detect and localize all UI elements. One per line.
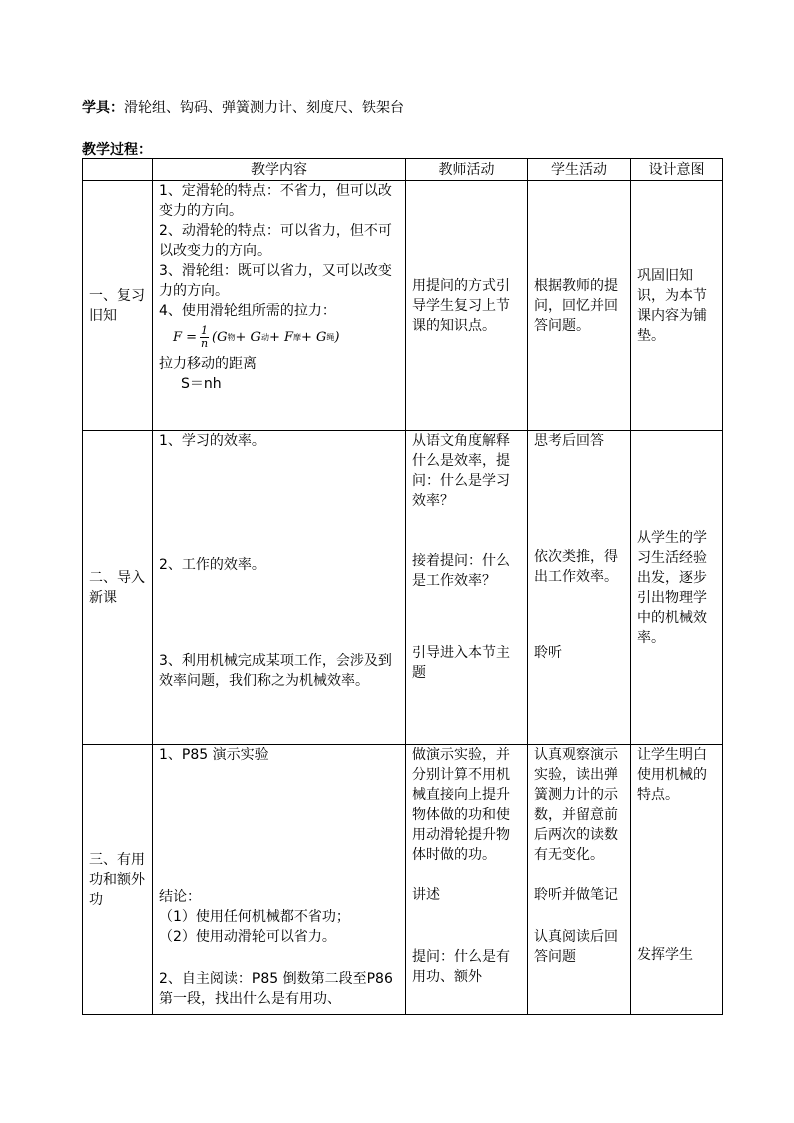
teacher-cell (406, 745, 528, 1015)
student-cell: 根据教师的提问，回忆并回答问题。 (528, 181, 631, 431)
content-line: 1、学习的效率。 (159, 433, 266, 449)
header-content: 教学内容 (153, 159, 406, 181)
process-label: 教学过程： (82, 142, 152, 158)
stage-cell: 三、有用功和额外功 (83, 745, 153, 1015)
student-cell (528, 745, 631, 1015)
student-line: 认真观察演示实验，读出弹簧测力计的示数，并留意前后两次的读数有无变化。 (534, 747, 618, 863)
content-line: 2、动滑轮的特点：可以省力，但不可以改变力的方向。 (159, 223, 392, 259)
process-heading (82, 140, 152, 160)
student-line: 聆听 (534, 645, 562, 661)
table-row-review (83, 181, 723, 431)
content-cell (153, 431, 406, 745)
teacher-line: 做演示实验，并分别计算不用机械直接向上提升物体做的功和使用动滑轮提升物体时做的功。 (412, 747, 510, 863)
table-header-row (83, 159, 723, 181)
intent-cell (631, 745, 723, 1015)
content-line: 1、定滑轮的特点：不省力，但可以改变力的方向。 (159, 183, 392, 219)
teacher-cell (406, 431, 528, 745)
content-line: （1）使用任何机械都不省功； (159, 909, 350, 925)
header-stage (83, 159, 153, 181)
teacher-cell: 用提问的方式引导学生复习上节课的知识点。 (406, 181, 528, 431)
content-line: 结论： (159, 889, 201, 905)
student-cell (528, 431, 631, 745)
stage-cell: 二、导入新课 (83, 431, 153, 745)
content-cell (153, 181, 406, 431)
fraction: $\frac{1}{n}$ (201, 324, 209, 350)
content-line: 2、工作的效率。 (159, 557, 266, 573)
pulley-force-formula: F = $\frac{1}{n}$ (G 物 + G 动 + F 摩 + G 绳 ) (173, 324, 340, 350)
header-intent: 设计意图 (631, 159, 723, 181)
tools-label: 学具： (82, 100, 124, 116)
table-row-intro (83, 431, 723, 745)
teacher-line: 引导进入本节主题 (412, 645, 510, 681)
lesson-table (82, 158, 723, 1015)
teacher-line: 讲述 (412, 887, 440, 903)
student-line: 聆听并做笔记 (534, 887, 618, 903)
content-line: 3、利用机械完成某项工作，会涉及到效率问题，我们称之为机械效率。 (159, 653, 392, 689)
content-line: 3、滑轮组：既可以省力，又可以改变力的方向。 (159, 263, 392, 299)
teacher-line: 提问：什么是有用功、额外 (412, 949, 510, 985)
teacher-line: 从语文角度解释什么是效率，提问：什么是学习效率？ (412, 433, 510, 509)
content-line: 4、使用滑轮组所需的拉力： (159, 303, 336, 319)
header-student: 学生活动 (528, 159, 631, 181)
teacher-line: 接着提问：什么是工作效率？ (412, 553, 510, 589)
tools-line (82, 98, 404, 118)
intent-cell: 巩固旧知识，为本节课内容为铺垫。 (631, 181, 723, 431)
student-line: 思考后回答 (534, 433, 604, 449)
content-line: 2、自主阅读：P85 倒数第二段至P86 第一段，找出什么是有用功、 (159, 971, 393, 1007)
tools-text: 滑轮组、钩码、弹簧测力计、刻度尺、铁架台 (124, 100, 404, 116)
content-line: 1、P85 演示实验 (159, 747, 269, 763)
table-row-work (83, 745, 723, 1015)
intent-line: 让学生明白使用机械的特点。 (637, 747, 707, 803)
intent-line: 发挥学生 (637, 947, 693, 963)
content-line: （2）使用动滑轮可以省力。 (159, 929, 336, 945)
student-line: 认真阅读后回答问题 (534, 929, 618, 965)
content-cell (153, 745, 406, 1015)
content-line: S＝nh (181, 376, 222, 392)
student-line: 依次类推，得出工作效率。 (534, 549, 618, 585)
stage-cell: 一、复习旧知 (83, 181, 153, 431)
intent-cell: 从学生的学习生活经验出发，逐步引出物理学中的机械效率。 (631, 431, 723, 745)
content-line: 拉力移动的距离 (159, 356, 257, 372)
header-teacher: 教师活动 (406, 159, 528, 181)
